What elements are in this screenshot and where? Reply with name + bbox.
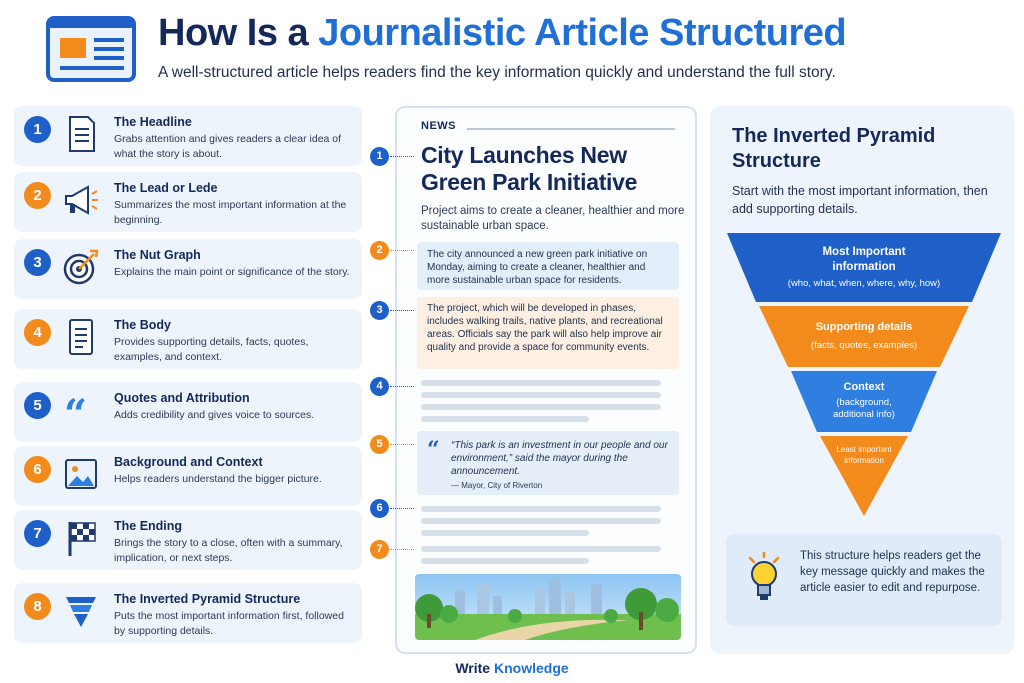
body-text-line xyxy=(421,416,589,422)
article-lede: The city announced a new green park initiative on Monday, aiming to create a cleaner, healthier and more sustainable urban space for residents. xyxy=(417,242,679,290)
step-card-1 xyxy=(14,106,362,166)
marker-connector xyxy=(390,444,414,445)
lightbulb-icon xyxy=(746,552,782,604)
step-card-8 xyxy=(14,583,362,643)
marker-connector xyxy=(390,156,414,157)
step-title: The Body xyxy=(114,318,171,332)
body-text-line xyxy=(421,518,661,524)
step-number: 2 xyxy=(24,182,51,209)
footer-brand: Write Knowledge xyxy=(455,660,569,676)
page-icon xyxy=(62,317,100,357)
step-card-2 xyxy=(14,172,362,232)
target-icon xyxy=(62,247,100,287)
finish-flag-icon xyxy=(62,518,100,558)
step-description: Puts the most important information first, followed by supporting details. xyxy=(114,610,344,637)
step-title: The Headline xyxy=(114,115,192,129)
body-text-line xyxy=(421,546,661,552)
svg-text:“: “ xyxy=(64,391,88,430)
article-marker-7: 7 xyxy=(370,540,389,559)
article-marker-6: 6 xyxy=(370,499,389,518)
park-illustration xyxy=(415,574,681,640)
article-marker-2: 2 xyxy=(370,241,389,260)
step-card-7 xyxy=(14,510,362,570)
newspaper-icon xyxy=(46,16,136,82)
document-icon xyxy=(62,114,100,154)
marker-connector xyxy=(390,508,414,509)
step-card-5 xyxy=(14,382,362,442)
body-text-line xyxy=(421,506,661,512)
article-marker-4: 4 xyxy=(370,377,389,396)
sample-article xyxy=(395,106,697,654)
step-description: Grabs attention and gives readers a clear idea of what the story is about. xyxy=(114,133,342,160)
pyramid-subtitle: Start with the most important information, then add supporting details. xyxy=(732,184,988,216)
pyramid-icon xyxy=(62,591,100,631)
step-number: 4 xyxy=(24,319,51,346)
step-number: 6 xyxy=(24,456,51,483)
megaphone-icon xyxy=(62,180,100,220)
pyramid-note xyxy=(726,534,1002,626)
step-description: Summarizes the most important information at the beginning. xyxy=(114,199,347,226)
quote-text: “This park is an investment in our people and our environment,” said the mayor during the announcement. xyxy=(451,440,668,477)
body-text-line xyxy=(421,392,661,398)
article-marker-3: 3 xyxy=(370,301,389,320)
step-title: The Inverted Pyramid Structure xyxy=(114,592,301,606)
step-number: 7 xyxy=(24,520,51,547)
step-description: Adds credibility and gives voice to sources. xyxy=(114,409,315,421)
page-title: How Is a Journalistic Article Structured xyxy=(158,12,847,54)
quote-attribution: — Mayor, City of Riverton xyxy=(451,481,543,490)
article-marker-1: 1 xyxy=(370,147,389,166)
body-text-line xyxy=(421,380,661,386)
step-description: Brings the story to a close, often with a summary, implication, or next steps. xyxy=(114,537,343,564)
step-number: 8 xyxy=(24,593,51,620)
step-card-4 xyxy=(14,309,362,369)
marker-connector xyxy=(390,310,414,311)
article-nut-graph: The project, which will be developed in phases, includes walking trails, native plants, and recreational areas. Officials say the park will also help improve air quality and provide a space for community events. xyxy=(417,297,679,369)
step-number: 5 xyxy=(24,392,51,419)
pyramid-level-1-label: Most Important information (who, what, when, where, why, how) xyxy=(787,246,941,289)
step-title: Quotes and Attribution xyxy=(114,391,250,405)
article-headline: City Launches New Green Park Initiative xyxy=(421,142,638,195)
step-title: The Lead or Lede xyxy=(114,181,218,195)
image-icon xyxy=(62,454,100,494)
pyramid-level-4-label: Least important information xyxy=(836,445,892,465)
article-deck: Project aims to create a cleaner, healthier and more sustainable urban space. xyxy=(421,205,685,232)
step-number: 1 xyxy=(24,116,51,143)
body-text-line xyxy=(421,530,589,536)
body-text-line xyxy=(421,404,661,410)
step-number: 3 xyxy=(24,249,51,276)
section-rule xyxy=(467,128,675,130)
quote-icon xyxy=(62,390,100,430)
step-description: Explains the main point or significance of the story. xyxy=(114,266,350,278)
pyramid-title: The Inverted Pyramid Structure xyxy=(732,125,936,172)
pyramid-level-2-label: Supporting details (facts, quotes, examples) xyxy=(810,321,918,351)
article-marker-5: 5 xyxy=(370,435,389,454)
pyramid-level-3-label: Context (background, additional info) xyxy=(833,381,895,420)
page-subtitle: A well-structured article helps readers find the key information quickly and understand the full story. xyxy=(158,64,836,81)
step-card-3 xyxy=(14,239,362,299)
article-quote xyxy=(417,431,679,495)
pyramid-note-text: This structure helps readers get the key message quickly and makes the article easier to edit and repurpose. xyxy=(800,550,985,594)
step-title: Background and Context xyxy=(114,455,263,469)
marker-connector xyxy=(390,549,414,550)
pyramid-panel xyxy=(710,106,1014,654)
step-card-6 xyxy=(14,446,362,506)
step-description: Helps readers understand the bigger picture. xyxy=(114,473,322,485)
quote-icon: “ xyxy=(427,437,440,463)
step-title: The Nut Graph xyxy=(114,248,201,262)
step-title: The Ending xyxy=(114,519,183,533)
marker-connector xyxy=(390,386,414,387)
section-label: NEWS xyxy=(421,120,456,132)
step-description: Provides supporting details, facts, quotes, examples, and context. xyxy=(114,336,309,363)
marker-connector xyxy=(390,250,414,251)
body-text-line xyxy=(421,558,589,564)
